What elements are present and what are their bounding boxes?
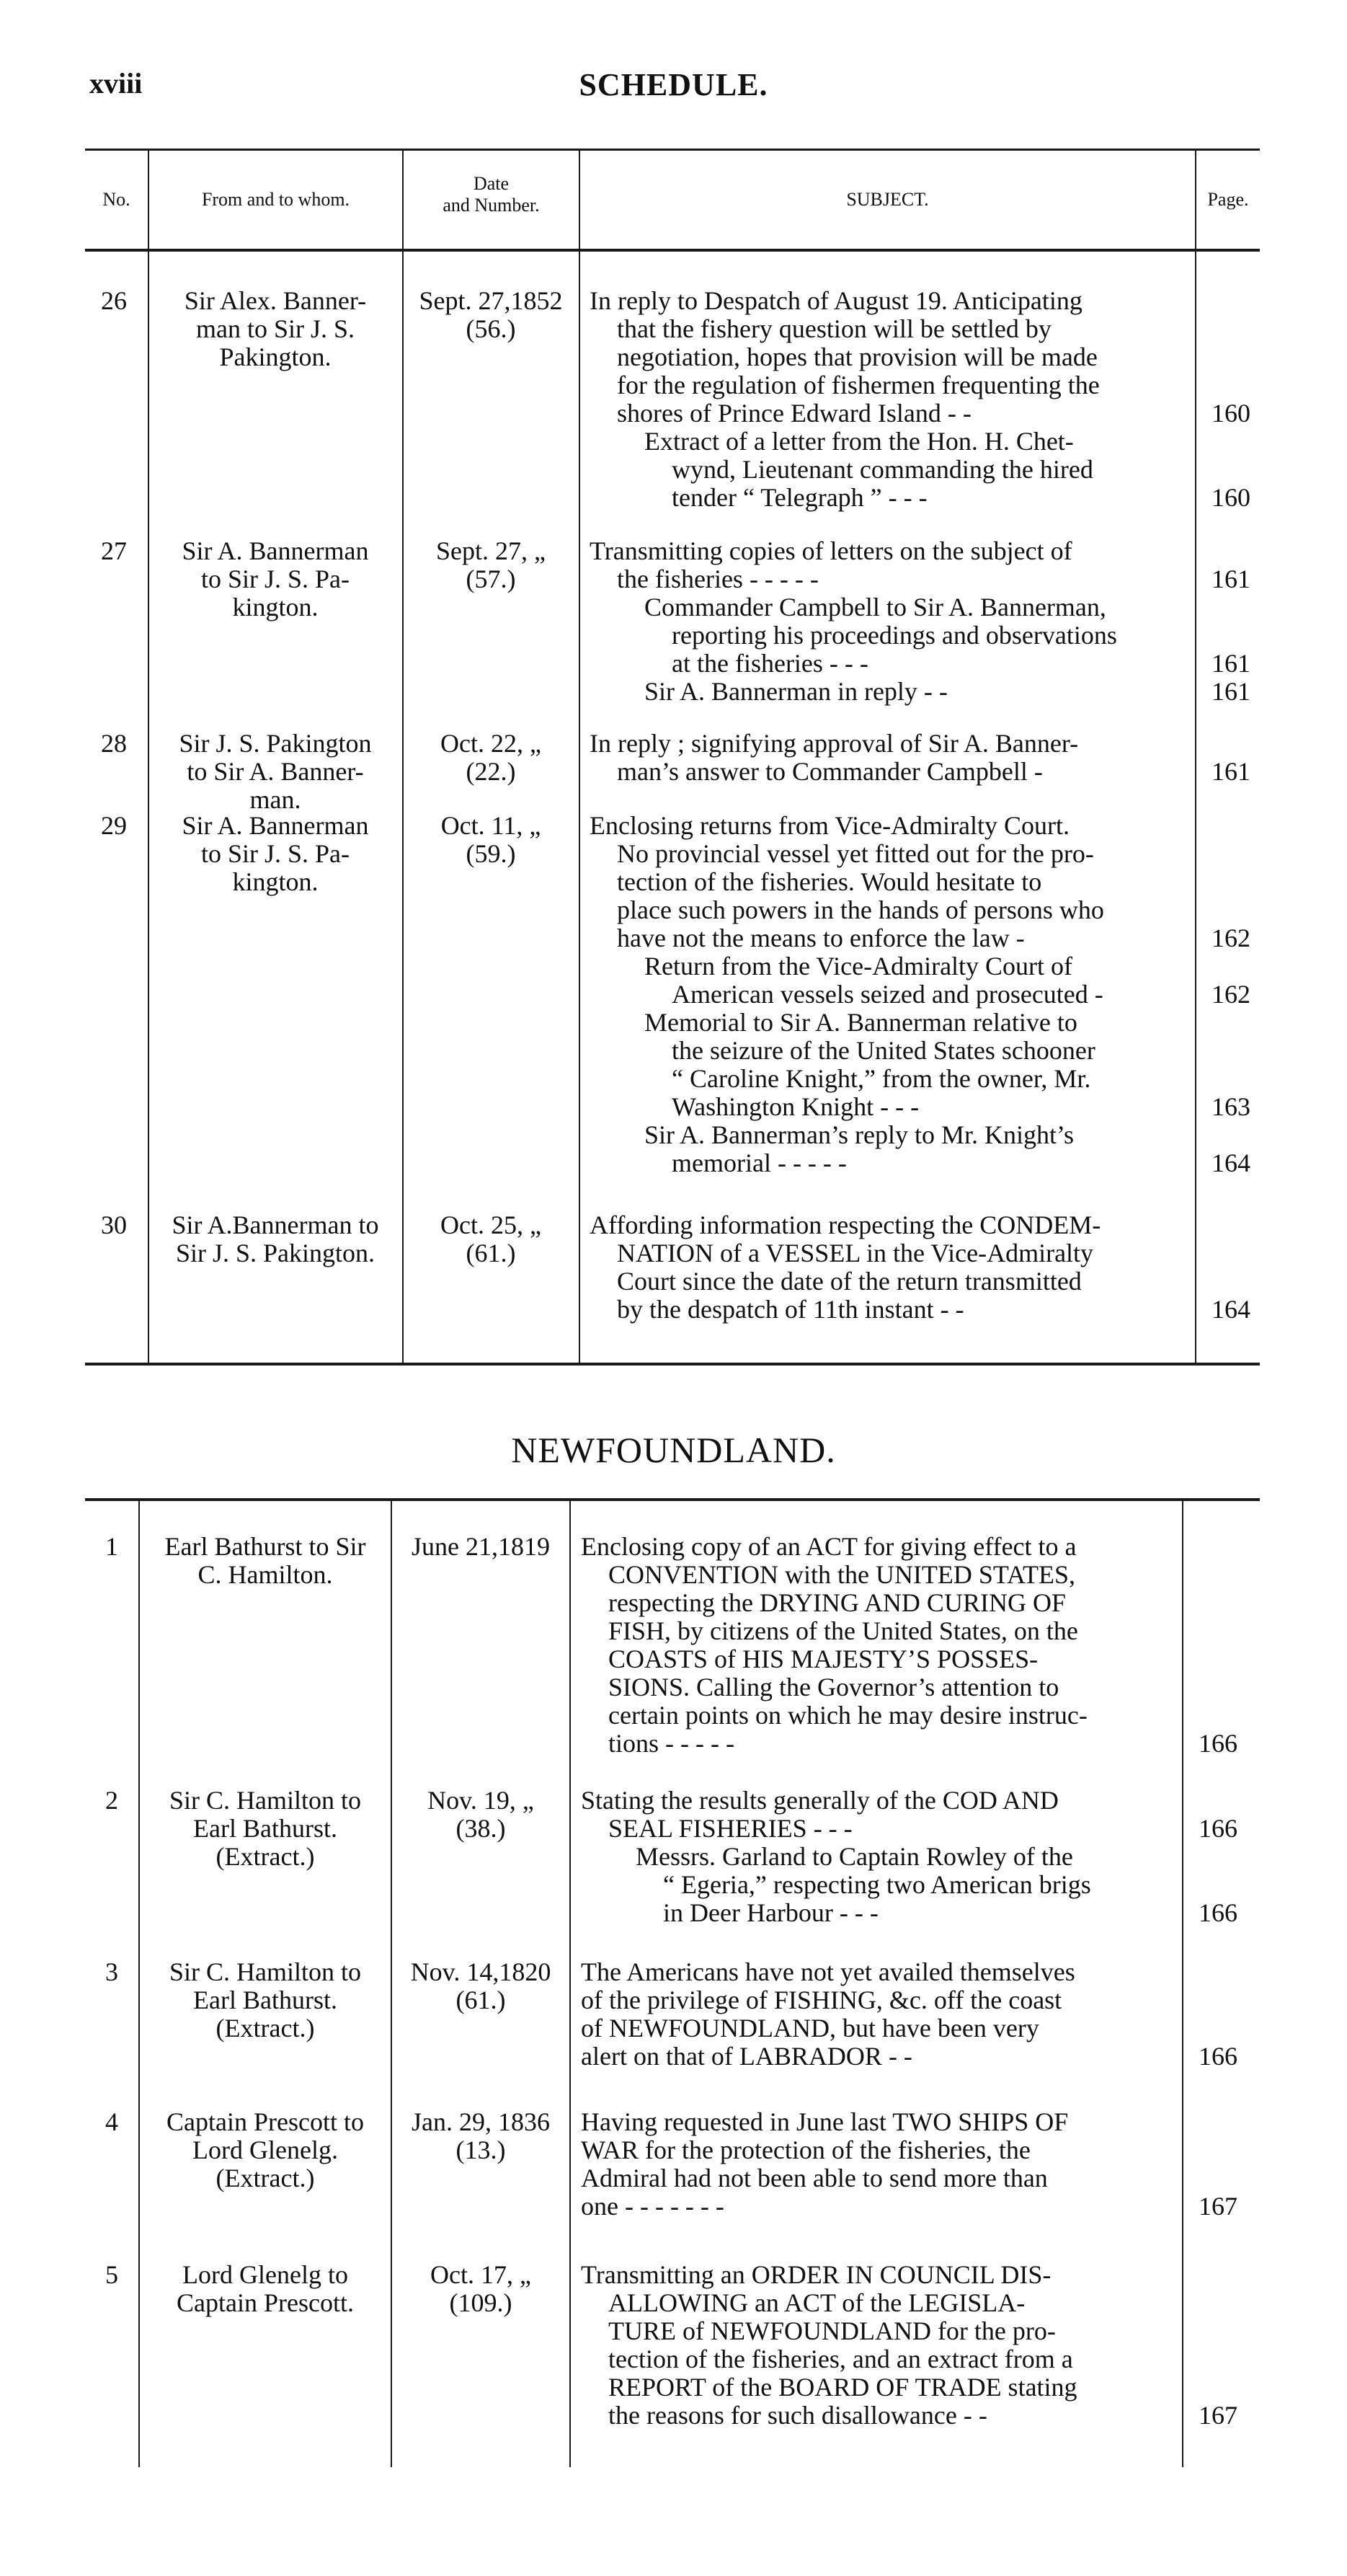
entry-number: 26 (101, 286, 127, 315)
subject-line: one - - - - - - - (581, 2192, 724, 2221)
subject-line: American vessels seized and prosecuted - (672, 980, 1103, 1009)
subject-line: Transmitting copies of letters on the subject of (590, 536, 1072, 565)
entry-page: 161 (1212, 649, 1250, 678)
subject-line: for the regulation of fishermen frequenting the (617, 371, 1100, 399)
entry-page: 164 (1212, 1148, 1250, 1177)
header-date (404, 173, 579, 216)
subject-line: the seizure of the United States schooner (672, 1036, 1095, 1065)
date-line: Oct. 25, „ (440, 1210, 541, 1239)
subject-line: NATION of a VESSEL in the Vice-Admiralty (617, 1239, 1094, 1267)
subject-line: “ Caroline Knight,” from the owner, Mr. (672, 1064, 1091, 1093)
subject-line: REPORT of the BOARD OF TRADE stating (608, 2373, 1077, 2402)
date-line: (56.) (466, 314, 516, 343)
from-line: (Extract.) (215, 2014, 315, 2042)
from-line: man to Sir J. S. (195, 314, 355, 343)
subject-line: Return from the Vice-Admiralty Court of (644, 952, 1073, 981)
date-line: (57.) (466, 565, 516, 593)
subject-line: “ Egeria,” respecting two American brigs (663, 1870, 1091, 1899)
from-line: Pakington. (219, 342, 332, 371)
column-divider (1182, 1501, 1183, 2467)
entry-number: 3 (105, 1957, 118, 1986)
header-bottom-rule (85, 249, 1260, 252)
from-line: Captain Prescott. (177, 2288, 354, 2317)
from-line: Sir J. S. Pakington (179, 729, 372, 758)
entry-from (153, 812, 398, 896)
date-line: Sept. 27, „ (436, 536, 546, 565)
entry-page: 166 (1199, 1898, 1237, 1927)
subject-line: CONVENTION with the UNITED STATES, (608, 1560, 1076, 1589)
subject-line: certain points on which he may desire instruc- (608, 1701, 1088, 1730)
subject-line: Sir A. Bannerman’s reply to Mr. Knight’s (644, 1120, 1074, 1149)
entry-from (143, 1787, 388, 1871)
entry-from (143, 1958, 388, 2042)
subject-line: negotiation, hopes that provision will be made (617, 342, 1098, 371)
from-line: man. (249, 785, 301, 814)
from-line: Sir A.Bannerman to (172, 1210, 379, 1239)
header-date-line2: and Number. (443, 195, 540, 216)
date-line: (59.) (466, 839, 516, 868)
entry-from (143, 2108, 388, 2192)
entry-date (409, 1211, 572, 1267)
subject-line: Stating the results generally of the COD AND (581, 1786, 1059, 1815)
subject-line: Washington Knight - - - (672, 1092, 920, 1121)
entry-date (395, 2108, 566, 2164)
subject-line: respecting the DRYING AND CURING OF (608, 1588, 1066, 1617)
column-divider (148, 149, 149, 1363)
subject-line: reporting his proceedings and observations (672, 621, 1117, 650)
entry-from (143, 2261, 388, 2317)
entry-number: 29 (101, 811, 127, 840)
header-no: No. (102, 189, 130, 210)
subject-line: wynd, Lieutenant commanding the hired (672, 455, 1093, 484)
date-line: (61.) (455, 1986, 506, 2014)
from-line: kington. (232, 593, 319, 621)
from-line: (Extract.) (215, 1842, 315, 1871)
column-divider (402, 149, 404, 1363)
entry-date (395, 2261, 566, 2317)
entry-date (409, 537, 572, 593)
subject-line: SIONS. Calling the Governor’s attention to (608, 1673, 1059, 1701)
entry-from (153, 1211, 398, 1267)
subject-line: Admiral had not been able to send more than (581, 2164, 1048, 2192)
entry-subject (581, 2108, 1173, 2221)
entry-from (143, 1533, 388, 1589)
subject-line: memorial - - - - - (672, 1148, 847, 1177)
entry-number: 30 (101, 1210, 127, 1239)
column-divider (569, 1501, 571, 2467)
subject-line: No provincial vessel yet fitted out for the pro- (617, 839, 1094, 868)
entry-number: 28 (101, 729, 127, 758)
entry-page: 167 (1199, 2192, 1237, 2221)
date-line: (61.) (466, 1239, 516, 1267)
date-line: June 21,1819 (412, 1532, 550, 1561)
entry-page: 166 (1199, 2042, 1237, 2071)
entry-page: 161 (1212, 565, 1250, 593)
subject-line: shores of Prince Edward Island - - (617, 399, 972, 428)
subject-line: In reply ; signifying approval of Sir A. Banner- (590, 729, 1079, 758)
date-line: Oct. 17, „ (430, 2260, 531, 2289)
subject-line: COASTS of HIS MAJESTY’S POSSES- (608, 1645, 1039, 1673)
entry-number: 1 (105, 1532, 118, 1561)
section-top-rule (85, 1498, 1260, 1501)
from-line: Earl Bathurst. (193, 1814, 337, 1843)
entry-page: 162 (1212, 980, 1250, 1009)
entry-date (409, 812, 572, 868)
from-line: kington. (232, 867, 319, 896)
subject-line: tection of the fisheries, and an extract from a (608, 2345, 1073, 2373)
page-number: xviii (89, 67, 143, 99)
section-title: NEWFOUNDLAND. (511, 1430, 836, 1470)
header-page: Page. (1207, 189, 1249, 210)
from-line: Sir C. Hamilton to (169, 1957, 361, 1986)
subject-line: SEAL FISHERIES - - - (608, 1814, 853, 1843)
subject-line: place such powers in the hands of persons who (617, 895, 1104, 924)
entry-subject (590, 730, 1186, 786)
subject-line: in Deer Harbour - - - (663, 1898, 879, 1927)
date-line: Oct. 22, „ (440, 729, 541, 758)
entry-from (153, 730, 398, 814)
entry-subject (581, 1533, 1173, 1758)
subject-line: Having requested in June last TWO SHIPS OF (581, 2107, 1069, 2136)
column-divider (579, 149, 580, 1363)
subject-line: by the despatch of 11th instant - - (617, 1295, 964, 1324)
subject-line: In reply to Despatch of August 19. Anticipating (590, 286, 1083, 315)
entry-subject (581, 1958, 1173, 2071)
subject-line: Court since the date of the return transmitted (617, 1267, 1082, 1296)
entry-from (153, 287, 398, 371)
subject-line: of the privilege of FISHING, &c. off the coast (581, 1986, 1062, 2014)
from-line: Sir A. Bannerman (182, 536, 369, 565)
from-line: Sir A. Bannerman (182, 811, 369, 840)
column-divider (391, 1501, 392, 2467)
date-line: (38.) (455, 1814, 506, 1843)
table-top-rule (85, 149, 1260, 151)
subject-line: Commander Campbell to Sir A. Bannerman, (644, 593, 1106, 621)
date-line: Nov. 14,1820 (410, 1957, 551, 1986)
header-subject: SUBJECT. (846, 189, 929, 210)
entry-subject (590, 1211, 1186, 1324)
entry-page: 164 (1212, 1295, 1250, 1324)
subject-line: Memorial to Sir A. Bannerman relative to (644, 1008, 1077, 1037)
from-line: Sir Alex. Banner- (184, 286, 367, 315)
subject-line: WAR for the protection of the fisheries, the (581, 2135, 1031, 2164)
from-line: Earl Bathurst to Sir (164, 1532, 366, 1561)
entry-page: 166 (1199, 1729, 1237, 1758)
entry-page: 160 (1212, 399, 1250, 428)
from-line: (Extract.) (215, 2164, 315, 2192)
subject-line: TURE of NEWFOUNDLAND for the pro- (608, 2316, 1056, 2345)
subject-line: man’s answer to Commander Campbell - (617, 757, 1043, 786)
subject-line: tection of the fisheries. Would hesitate to (617, 867, 1042, 896)
subject-line: the reasons for such disallowance - - (608, 2401, 987, 2430)
entry-subject (590, 812, 1186, 1177)
entry-subject (581, 2261, 1173, 2430)
from-line: to Sir J. S. Pa- (200, 839, 350, 868)
subject-line: Enclosing returns from Vice-Admiralty Court. (590, 811, 1070, 840)
subject-line: Affording information respecting the CONDEM- (590, 1210, 1101, 1239)
subject-line: alert on that of LABRADOR - - (581, 2042, 912, 2071)
from-line: to Sir J. S. Pa- (200, 565, 350, 593)
from-line: Lord Glenelg to (182, 2260, 348, 2289)
subject-line: tender “ Telegraph ” - - - (672, 483, 928, 512)
table-bottom-rule (85, 1363, 1260, 1366)
subject-line: tions - - - - - (608, 1729, 734, 1758)
date-line: (109.) (449, 2288, 512, 2317)
entry-subject (590, 537, 1186, 706)
entry-number: 5 (105, 2260, 118, 2289)
subject-line: The Americans have not yet availed themselves (581, 1957, 1075, 1986)
entry-page: 166 (1199, 1814, 1237, 1843)
date-line: (22.) (466, 757, 516, 786)
subject-line: have not the means to enforce the law - (617, 924, 1025, 952)
column-divider (138, 1501, 140, 2467)
header-from: From and to whom. (201, 189, 350, 210)
from-line: Sir C. Hamilton to (169, 1786, 361, 1815)
entry-page: 161 (1212, 757, 1250, 786)
subject-line: at the fisheries - - - (672, 649, 868, 678)
entry-date (395, 1787, 566, 1843)
page-title: SCHEDULE. (579, 67, 768, 102)
date-line: Nov. 19, „ (427, 1786, 534, 1815)
entry-date (395, 1533, 566, 1561)
entry-number: 4 (105, 2107, 118, 2136)
from-line: Earl Bathurst. (193, 1986, 337, 2014)
entry-page: 162 (1212, 924, 1250, 952)
subject-line: that the fishery question will be settled by (617, 314, 1052, 343)
entry-page: 167 (1199, 2401, 1237, 2430)
header-date-line1: Date (473, 173, 510, 194)
entry-from (153, 537, 398, 621)
entry-date (409, 730, 572, 786)
subject-line: Transmitting an ORDER IN COUNCIL DIS- (581, 2260, 1052, 2289)
date-line: (13.) (455, 2135, 506, 2164)
entry-subject (581, 1787, 1173, 1927)
from-line: C. Hamilton. (197, 1560, 333, 1589)
entry-date (395, 1958, 566, 2014)
from-line: Sir J. S. Pakington. (175, 1239, 375, 1267)
entry-page: 163 (1212, 1092, 1250, 1121)
date-line: Sept. 27,1852 (419, 286, 563, 315)
entry-number: 2 (105, 1786, 118, 1815)
subject-line: Sir A. Bannerman in reply - - (644, 677, 948, 706)
subject-line: the fisheries - - - - - (617, 565, 819, 593)
subject-line: Enclosing copy of an ACT for giving effect to a (581, 1532, 1077, 1561)
from-line: to Sir A. Banner- (187, 757, 364, 786)
subject-line: FISH, by citizens of the United States, on the (608, 1616, 1078, 1645)
from-line: Captain Prescott to (166, 2107, 364, 2136)
subject-line: Messrs. Garland to Captain Rowley of the (636, 1842, 1073, 1871)
date-line: Oct. 11, „ (440, 811, 541, 840)
entry-page: 160 (1212, 483, 1250, 512)
subject-line: ALLOWING an ACT of the LEGISLA- (608, 2288, 1026, 2317)
entry-page: 161 (1212, 677, 1250, 706)
entry-subject (590, 287, 1186, 512)
entry-date (409, 287, 572, 343)
column-divider (1195, 149, 1196, 1363)
entry-number: 27 (101, 536, 127, 565)
subject-line: Extract of a letter from the Hon. H. Chet- (644, 427, 1074, 456)
date-line: Jan. 29, 1836 (412, 2107, 550, 2136)
subject-line: of NEWFOUNDLAND, but have been very (581, 2014, 1039, 2042)
from-line: Lord Glenelg. (192, 2135, 338, 2164)
